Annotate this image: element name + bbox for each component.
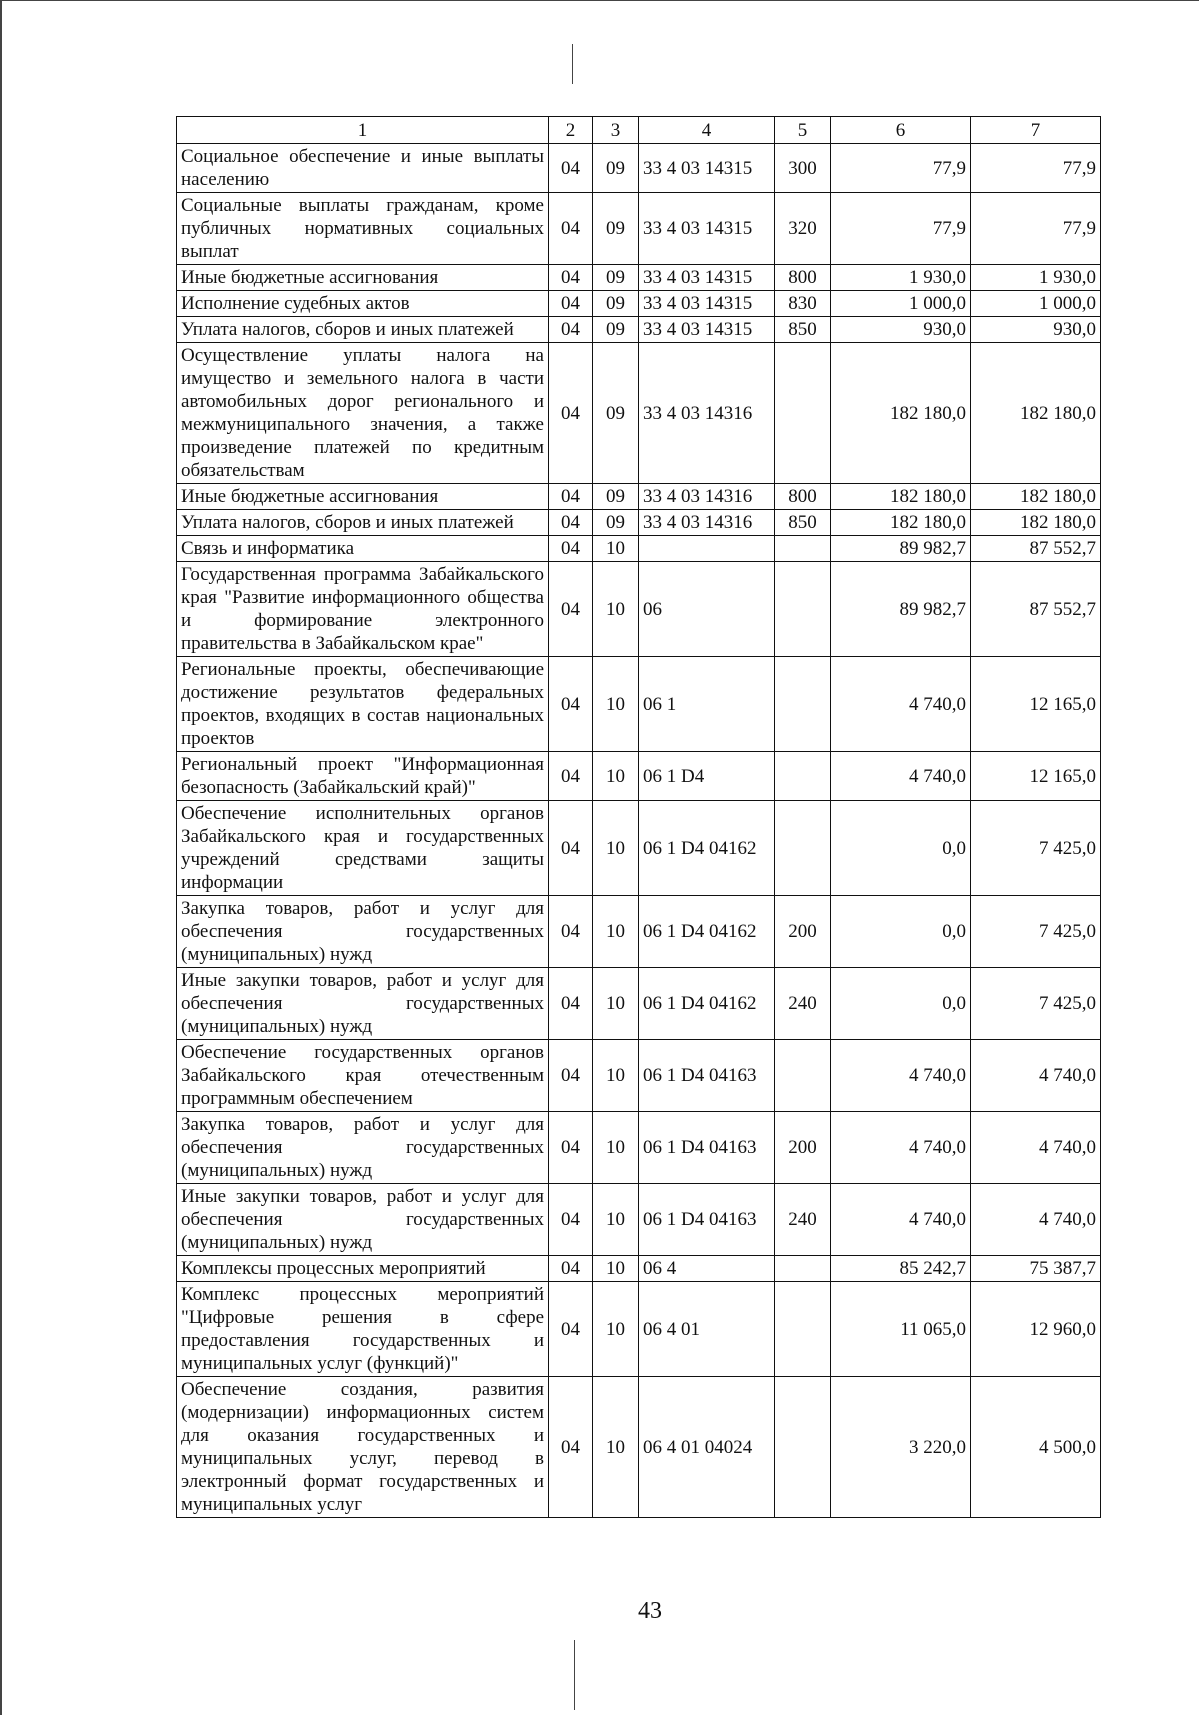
amount-col7: 1 930,0 — [971, 265, 1101, 291]
item-name: Обеспечение создания, развития (модернизации) информационных систем для оказания государственных и муниципальных услуг, перевод в электронный формат государственных и муниципальных услуг — [177, 1377, 549, 1518]
target-article-code: 33 4 03 14315 — [639, 193, 775, 265]
section-code: 04 — [549, 1112, 593, 1184]
amount-col7: 4 740,0 — [971, 1184, 1101, 1256]
table-row — [177, 657, 1101, 752]
subsection-code: 09 — [593, 291, 639, 317]
item-name: Иные бюджетные ассигнования — [177, 484, 549, 510]
subsection-code: 10 — [593, 1377, 639, 1518]
amount-col7: 7 425,0 — [971, 801, 1101, 896]
target-article-code: 33 4 03 14315 — [639, 265, 775, 291]
subsection-code: 09 — [593, 193, 639, 265]
section-code: 04 — [549, 1184, 593, 1256]
item-name: Закупка товаров, работ и услуг для обеспечения государственных (муниципальных) нужд — [177, 1112, 549, 1184]
scan-mark-bottom — [574, 1640, 575, 1710]
item-name: Государственная программа Забайкальского края "Развитие информационного общества и формирование электронного правительства в Забайкальском крае" — [177, 562, 549, 657]
budget-table — [176, 116, 1101, 1518]
item-name: Связь и информатика — [177, 536, 549, 562]
amount-col6: 4 740,0 — [831, 1112, 971, 1184]
target-article-code: 33 4 03 14316 — [639, 510, 775, 536]
amount-col7: 77,9 — [971, 193, 1101, 265]
header-cell: 1 — [177, 117, 549, 144]
item-name: Региональный проект "Информационная безопасность (Забайкальский край)" — [177, 752, 549, 801]
subsection-code: 10 — [593, 1256, 639, 1282]
expense-type-code: 830 — [775, 291, 831, 317]
header-cell: 5 — [775, 117, 831, 144]
table-row — [177, 343, 1101, 484]
amount-col6: 0,0 — [831, 968, 971, 1040]
section-code: 04 — [549, 657, 593, 752]
expense-type-code — [775, 343, 831, 484]
page-number: 43 — [638, 1598, 662, 1624]
target-article-code: 33 4 03 14315 — [639, 291, 775, 317]
section-code: 04 — [549, 1256, 593, 1282]
header-row — [177, 117, 1101, 144]
target-article-code: 06 1 D4 — [639, 752, 775, 801]
item-name: Осуществление уплаты налога на имущество и земельного налога в части автомобильных дорог регионального и межмуниципального значения, а также произведение платежей по кредитным обязательствам — [177, 343, 549, 484]
item-name: Обеспечение исполнительных органов Забайкальского края и государственных учреждений средствами защиты информации — [177, 801, 549, 896]
expense-type-code: 320 — [775, 193, 831, 265]
target-article-code: 06 1 D4 04162 — [639, 896, 775, 968]
expense-type-code: 850 — [775, 510, 831, 536]
expense-type-code — [775, 1040, 831, 1112]
amount-col6: 1 930,0 — [831, 265, 971, 291]
amount-col6: 3 220,0 — [831, 1377, 971, 1518]
table-row — [177, 291, 1101, 317]
section-code: 04 — [549, 193, 593, 265]
item-name: Уплата налогов, сборов и иных платежей — [177, 317, 549, 343]
item-name: Социальное обеспечение и иные выплаты населению — [177, 144, 549, 193]
section-code: 04 — [549, 801, 593, 896]
subsection-code: 10 — [593, 1184, 639, 1256]
amount-col7: 12 960,0 — [971, 1282, 1101, 1377]
amount-col7: 1 000,0 — [971, 291, 1101, 317]
subsection-code: 10 — [593, 801, 639, 896]
section-code: 04 — [549, 484, 593, 510]
item-name: Закупка товаров, работ и услуг для обеспечения государственных (муниципальных) нужд — [177, 896, 549, 968]
table-body — [177, 117, 1101, 1518]
amount-col7: 4 500,0 — [971, 1377, 1101, 1518]
subsection-code: 10 — [593, 968, 639, 1040]
item-name: Иные бюджетные ассигнования — [177, 265, 549, 291]
item-name: Социальные выплаты гражданам, кроме публичных нормативных социальных выплат — [177, 193, 549, 265]
subsection-code: 09 — [593, 510, 639, 536]
amount-col6: 4 740,0 — [831, 752, 971, 801]
item-name: Уплата налогов, сборов и иных платежей — [177, 510, 549, 536]
expense-type-code — [775, 657, 831, 752]
amount-col7: 87 552,7 — [971, 536, 1101, 562]
amount-col7: 930,0 — [971, 317, 1101, 343]
section-code: 04 — [549, 510, 593, 536]
subsection-code: 10 — [593, 1282, 639, 1377]
table-row — [177, 317, 1101, 343]
amount-col6: 4 740,0 — [831, 1040, 971, 1112]
amount-col7: 7 425,0 — [971, 896, 1101, 968]
amount-col6: 89 982,7 — [831, 562, 971, 657]
header-cell: 7 — [971, 117, 1101, 144]
target-article-code — [639, 536, 775, 562]
item-name: Комплекс процессных мероприятий "Цифровые решения в сфере предоставления государственных и муниципальных услуг (функций)" — [177, 1282, 549, 1377]
subsection-code: 10 — [593, 536, 639, 562]
expense-type-code — [775, 1256, 831, 1282]
item-name: Иные закупки товаров, работ и услуг для обеспечения государственных (муниципальных) нужд — [177, 1184, 549, 1256]
amount-col7: 4 740,0 — [971, 1112, 1101, 1184]
item-name: Исполнение судебных актов — [177, 291, 549, 317]
section-code: 04 — [549, 896, 593, 968]
amount-col7: 182 180,0 — [971, 510, 1101, 536]
item-name: Комплексы процессных мероприятий — [177, 1256, 549, 1282]
header-cell: 3 — [593, 117, 639, 144]
amount-col7: 4 740,0 — [971, 1040, 1101, 1112]
section-code: 04 — [549, 1040, 593, 1112]
section-code: 04 — [549, 562, 593, 657]
amount-col6: 77,9 — [831, 144, 971, 193]
section-code: 04 — [549, 1282, 593, 1377]
section-code: 04 — [549, 144, 593, 193]
table-row — [177, 484, 1101, 510]
amount-col6: 77,9 — [831, 193, 971, 265]
amount-col7: 182 180,0 — [971, 343, 1101, 484]
target-article-code: 06 1 D4 04163 — [639, 1040, 775, 1112]
target-article-code: 33 4 03 14315 — [639, 317, 775, 343]
table-row — [177, 1184, 1101, 1256]
amount-col6: 1 000,0 — [831, 291, 971, 317]
subsection-code: 09 — [593, 343, 639, 484]
section-code: 04 — [549, 291, 593, 317]
amount-col6: 89 982,7 — [831, 536, 971, 562]
table-row — [177, 562, 1101, 657]
scan-mark-top — [572, 44, 573, 84]
expense-type-code: 800 — [775, 265, 831, 291]
amount-col6: 930,0 — [831, 317, 971, 343]
table-row — [177, 1112, 1101, 1184]
table-row — [177, 896, 1101, 968]
amount-col6: 4 740,0 — [831, 1184, 971, 1256]
header-cell: 6 — [831, 117, 971, 144]
section-code: 04 — [549, 317, 593, 343]
expense-type-code — [775, 1282, 831, 1377]
subsection-code: 09 — [593, 484, 639, 510]
table-row — [177, 801, 1101, 896]
target-article-code: 33 4 03 14316 — [639, 343, 775, 484]
section-code: 04 — [549, 1377, 593, 1518]
item-name: Региональные проекты, обеспечивающие достижение результатов федеральных проектов, входящих в состав национальных проектов — [177, 657, 549, 752]
item-name: Обеспечение государственных органов Забайкальского края отечественным программным обеспечением — [177, 1040, 549, 1112]
amount-col6: 0,0 — [831, 896, 971, 968]
amount-col7: 12 165,0 — [971, 752, 1101, 801]
subsection-code: 09 — [593, 144, 639, 193]
amount-col7: 75 387,7 — [971, 1256, 1101, 1282]
table-row — [177, 1377, 1101, 1518]
amount-col6: 182 180,0 — [831, 510, 971, 536]
subsection-code: 09 — [593, 265, 639, 291]
section-code: 04 — [549, 536, 593, 562]
expense-type-code: 800 — [775, 484, 831, 510]
section-code: 04 — [549, 752, 593, 801]
target-article-code: 06 1 — [639, 657, 775, 752]
section-code: 04 — [549, 968, 593, 1040]
amount-col6: 182 180,0 — [831, 484, 971, 510]
subsection-code: 10 — [593, 896, 639, 968]
expense-type-code: 850 — [775, 317, 831, 343]
section-code: 04 — [549, 265, 593, 291]
table-row — [177, 510, 1101, 536]
header-cell: 2 — [549, 117, 593, 144]
subsection-code: 09 — [593, 317, 639, 343]
table-row — [177, 536, 1101, 562]
subsection-code: 10 — [593, 1112, 639, 1184]
target-article-code: 06 1 D4 04163 — [639, 1184, 775, 1256]
expense-type-code — [775, 1377, 831, 1518]
amount-col7: 7 425,0 — [971, 968, 1101, 1040]
table-row — [177, 265, 1101, 291]
target-article-code: 06 4 — [639, 1256, 775, 1282]
expense-type-code — [775, 801, 831, 896]
target-article-code: 06 — [639, 562, 775, 657]
amount-col6: 4 740,0 — [831, 657, 971, 752]
section-code: 04 — [549, 343, 593, 484]
item-name: Иные закупки товаров, работ и услуг для обеспечения государственных (муниципальных) нужд — [177, 968, 549, 1040]
amount-col7: 77,9 — [971, 144, 1101, 193]
target-article-code: 06 4 01 — [639, 1282, 775, 1377]
target-article-code: 06 1 D4 04162 — [639, 968, 775, 1040]
amount-col6: 85 242,7 — [831, 1256, 971, 1282]
table-row — [177, 193, 1101, 265]
expense-type-code: 240 — [775, 1184, 831, 1256]
target-article-code: 33 4 03 14315 — [639, 144, 775, 193]
target-article-code: 33 4 03 14316 — [639, 484, 775, 510]
table-row — [177, 144, 1101, 193]
expense-type-code: 240 — [775, 968, 831, 1040]
expense-type-code — [775, 562, 831, 657]
target-article-code: 06 1 D4 04163 — [639, 1112, 775, 1184]
expense-type-code — [775, 752, 831, 801]
expense-type-code: 200 — [775, 896, 831, 968]
table-row — [177, 1256, 1101, 1282]
expense-type-code: 300 — [775, 144, 831, 193]
header-cell: 4 — [639, 117, 775, 144]
table-row — [177, 1282, 1101, 1377]
amount-col6: 182 180,0 — [831, 343, 971, 484]
subsection-code: 10 — [593, 562, 639, 657]
subsection-code: 10 — [593, 657, 639, 752]
target-article-code: 06 1 D4 04162 — [639, 801, 775, 896]
target-article-code: 06 4 01 04024 — [639, 1377, 775, 1518]
expense-type-code: 200 — [775, 1112, 831, 1184]
subsection-code: 10 — [593, 752, 639, 801]
table-row — [177, 1040, 1101, 1112]
amount-col6: 11 065,0 — [831, 1282, 971, 1377]
expense-type-code — [775, 536, 831, 562]
amount-col7: 182 180,0 — [971, 484, 1101, 510]
amount-col6: 0,0 — [831, 801, 971, 896]
table-row — [177, 968, 1101, 1040]
table-row — [177, 752, 1101, 801]
subsection-code: 10 — [593, 1040, 639, 1112]
amount-col7: 87 552,7 — [971, 562, 1101, 657]
amount-col7: 12 165,0 — [971, 657, 1101, 752]
